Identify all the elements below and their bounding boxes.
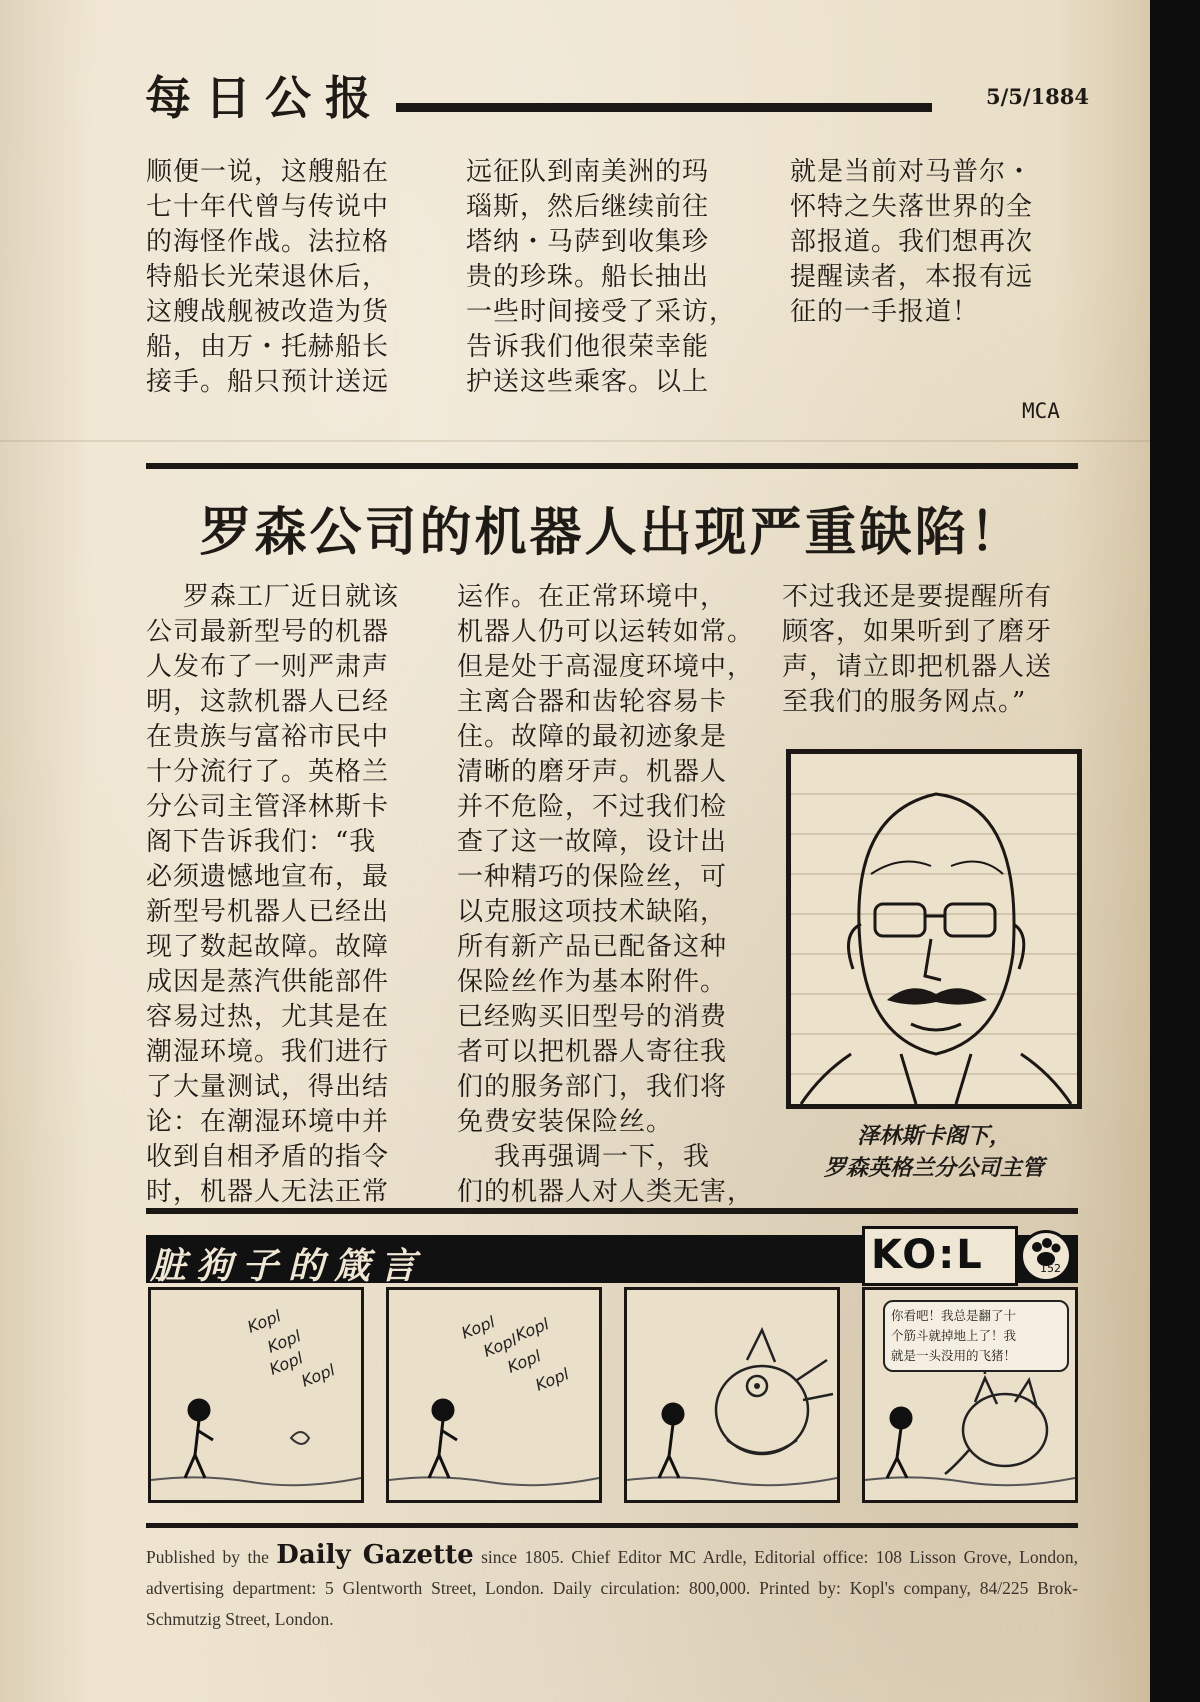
sound-effect: Kopl [512, 1314, 552, 1345]
sound-effect: Kopl [458, 1312, 498, 1343]
sound-effect: Kopl [244, 1306, 284, 1337]
panel-3-drawing [627, 1290, 837, 1500]
sound-effect: Kopl [504, 1346, 544, 1377]
footer-brand: Daily Gazette [276, 1540, 474, 1570]
speech-bubble: 你看吧！我总是翻了十 个筋斗就掉地上了！我 就是一头没用的飞猪！ [883, 1300, 1069, 1372]
article2-column-3: 不过我还是要提醒所有 顾客，如果听到了磨牙 声，请立即把机器人送 至我们的服务网点。” [782, 582, 1053, 717]
sound-effect: Kopl [264, 1326, 304, 1357]
portrait-caption: 泽林斯卡阁下， 罗森英格兰分公司主管 [823, 1123, 1044, 1181]
comic-issue-number: 152 [1040, 1262, 1061, 1275]
portrait-drawing [791, 754, 1077, 1104]
sound-effect: Kopl [298, 1360, 338, 1391]
footer-text-after: since 1805. Chief Editor MC Ardle, Editorial office: 108 Lisson Grove, London, advertising department: 5 Glentworth Street, London. Daily circulation: 800,000. Printed by: Kopl's company, 84/225 Brok-Schmutzig Street, London. [146, 1547, 1078, 1629]
comic-panel-3 [624, 1287, 840, 1503]
article1-signature: MCA [1022, 399, 1060, 423]
sound-effect: Kopl [480, 1330, 520, 1361]
footer-divider [146, 1523, 1078, 1528]
article2-column-2: 运作。在正常环境中， 机器人仍可以运转如常。 但是处于高湿度环境中， 主离合器和齿轮容易卡 住。故障的最初迹象是 清晰的磨牙声。机器人 并不危险，不过我们检 查了这一故障，设计出 一种精巧的保险丝，可 以克服这项技术缺陷， 所有新产品已配备这种 保险丝作为基本附件。 已经购买旧型号的消费 者可以把机器人寄往我 们的服务部门，我们将 免费安装保险丝。 我再强调一下，我 们的机器人对人类无害， [457, 582, 755, 1207]
comic-panel-2 [386, 1287, 602, 1503]
comic-brand-logo: KO:L [862, 1226, 1018, 1286]
article1-column-3: 就是当前对马普尔・ 怀特之失落世界的全 部报道。我们想再次 提醒读者，本报有远 征的一手报道！ [790, 157, 1034, 327]
paper-fold [0, 440, 1150, 442]
comic-panel-1 [148, 1287, 364, 1503]
masthead-rule [396, 103, 932, 112]
publisher-footer [146, 1540, 1078, 1635]
masthead-date: 5/5/1884 [986, 84, 1090, 109]
sound-effect: Kopl [532, 1364, 572, 1395]
section-divider [146, 463, 1078, 469]
sound-effect: Kopl [266, 1348, 306, 1379]
footer-text-before: Published by the [146, 1547, 277, 1567]
article1-column-2: 远征队到南美洲的玛 瑙斯，然后继续前往 塔纳・马萨到收集珍 贵的珍珠。船长抽出 一些时间接受了采访， 告诉我们他很荣幸能 护送这些乘客。以上 [466, 157, 737, 397]
section-divider [146, 1208, 1078, 1214]
article2-headline: 罗森公司的机器人出现严重缺陷！ [199, 502, 1025, 563]
article1-column-1: 顺便一说，这艘船在 七十年代曾与传说中 的海怪作战。法拉格 特船长光荣退休后， 这艘战舰被改造为货 船，由万・托赫船长 接手。船只预计送远 [146, 157, 390, 397]
masthead-title: 每日公报 [145, 71, 385, 125]
portrait-illustration [786, 749, 1082, 1109]
comic-title: 脏狗子的箴言 [150, 1246, 427, 1287]
comic-panel-4 [862, 1287, 1078, 1503]
article2-column-1: 罗森工厂近日就该 公司最新型号的机器 人发布了一则严肃声 明，这款机器人已经 在贵族与富裕市民中 十分流行了。英格兰 分公司主管泽林斯卡 阁下告诉我们：“我 必须遗憾地宣布，最 新型号机器人已经出 现了数起故障。故障 成因是蒸汽供能部件 容易过热，尤其是在 潮湿环境。我们进行 了大量测试，得出结 论：在潮湿环境中并 收到自相矛盾的指令 时，机器人无法正常 [146, 582, 400, 1207]
